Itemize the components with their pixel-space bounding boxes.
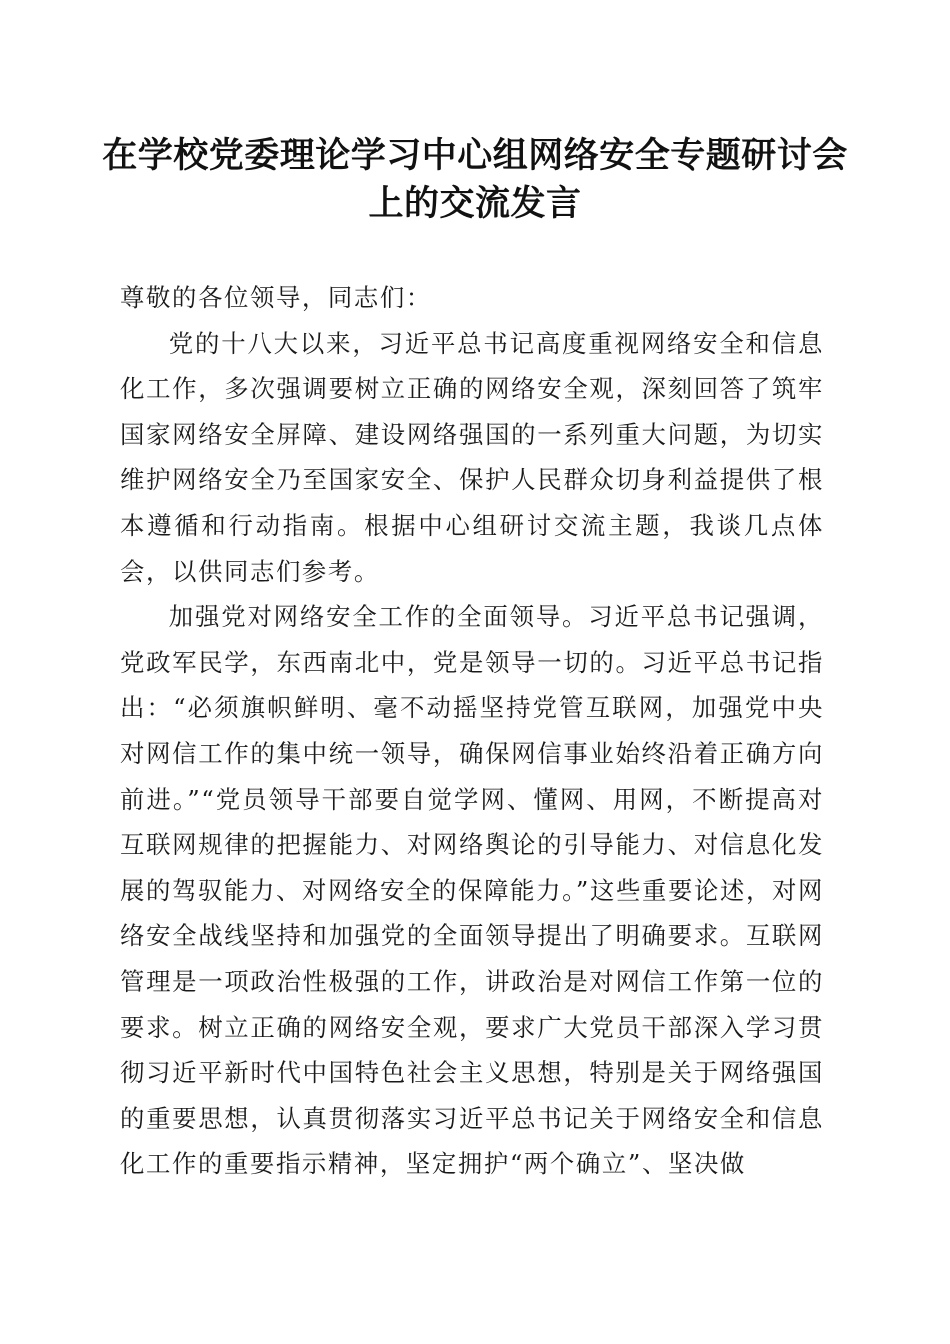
paragraph-intro: 党的十八大以来，习近平总书记高度重视网络安全和信息化工作，多次强调要树立正确的网络安全观，深刻回答了筑牢国家网络安全屏障、建设网络强国的一系列重大问题，为切实维护网络安全乃至国家安全、保护人民群众切身利益提供了根本遵循和行动指南。根据中心组研讨交流主题，我谈几点体会，以供同志们参考。 bbox=[120, 328, 824, 586]
document-title: 在学校党委理论学习中心组网络安全专题研讨会上的交流发言 bbox=[102, 135, 848, 224]
paragraph-party-leadership: 加强党对网络安全工作的全面领导。习近平总书记强调，党政军民学，东西南北中，党是领导一切的。习近平总书记指出：“必须旗帜鲜明、毫不动摇坚持党管互联网，加强党中央对网信工作的集中统一领导，确保网信事业始终沿着正确方向前进。”“党员领导干部要自觉学网、懂网、用网，不断提高对互联网规律的把握能力、对网络舆论的引导能力、对信息化发展的驾驭能力、对网络安全的保障能力。”这些重要论述，对网络安全战线坚持和加强党的全面领导提出了明确要求。互联网管理是一项政治性极强的工作，讲政治是对网信工作第一位的要求。树立正确的网络安全观，要求广大党员干部深入学习贯彻习近平新时代中国特色社会主义思想，特别是关于网络强国的重要思想，认真贯彻落实习近平总书记关于网络安全和信息化工作的重要指示精神，坚定拥护“两个确立”、坚决做 bbox=[120, 602, 824, 1179]
salutation: 尊敬的各位领导，同志们： bbox=[120, 283, 432, 312]
document-body bbox=[120, 275, 824, 1187]
